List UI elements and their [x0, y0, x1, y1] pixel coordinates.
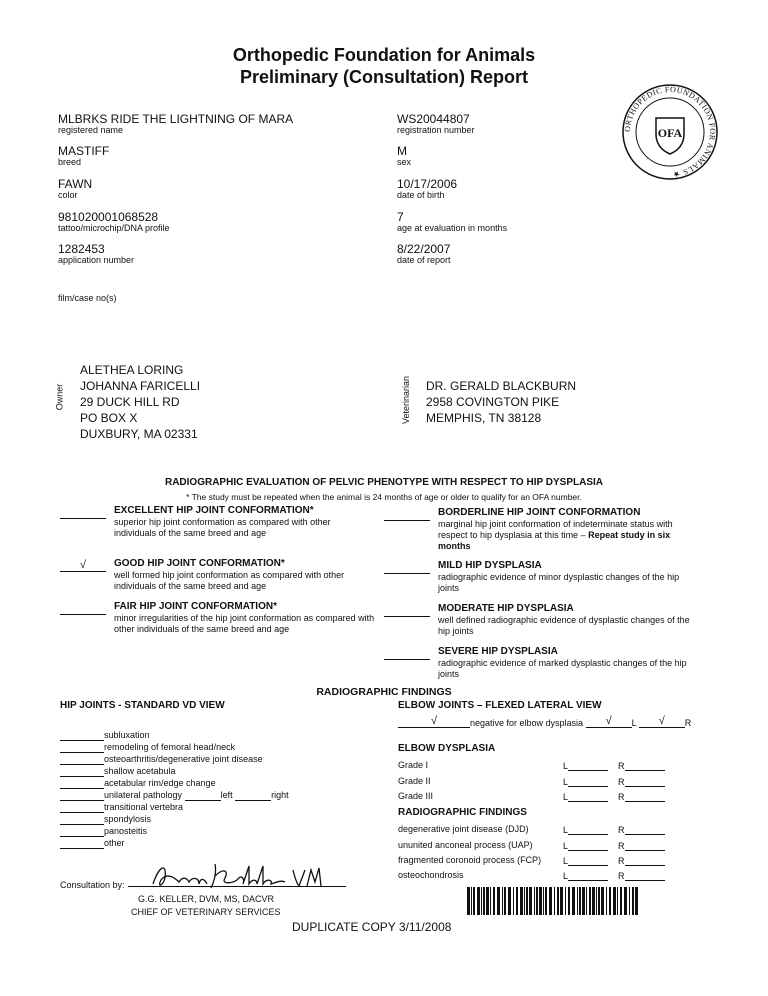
- barcode-bar: [481, 887, 482, 915]
- elbow-findings-heading: RADIOGRAPHIC FINDINGS: [398, 807, 527, 818]
- unilateral-right-label: right: [271, 790, 289, 800]
- barcode-bar: [620, 887, 622, 915]
- hip-finding-label: remodeling of femoral head/neck: [104, 742, 236, 752]
- elbow-finding-lr: [563, 854, 665, 866]
- good-title: GOOD HIP JOINT CONFORMATION*: [114, 558, 285, 569]
- barcode-bar: [529, 887, 532, 915]
- barcode-bar: [477, 887, 480, 915]
- barcode-bar: [524, 887, 525, 915]
- barcode-bar: [635, 887, 638, 915]
- elbow-finding-label: ununited anconeal process (UAP): [398, 840, 533, 850]
- barcode-bar: [557, 887, 559, 915]
- breed-value: MASTIFF: [58, 144, 110, 158]
- excellent-desc: superior hip joint conformation as compared with other individuals of the same breed and age: [114, 517, 331, 538]
- barcode-bar: [601, 887, 604, 915]
- barcode-bar: [508, 887, 511, 915]
- owner-label: Owner: [54, 383, 65, 411]
- hip-finding: [60, 813, 289, 825]
- owner-line: DUXBURY, MA 02331: [80, 427, 198, 441]
- grade-lr: [563, 775, 665, 787]
- owner-line: PO BOX X: [80, 411, 138, 425]
- hip-finding: [60, 741, 289, 753]
- mild-desc: radiographic evidence of minor dysplastic changes of the hip joints: [438, 572, 680, 593]
- borderline-desc-text: marginal hip joint conformation of indeterminate status with respect to hip dysplasia at this time –: [438, 519, 673, 540]
- evaluation-heading: RADIOGRAPHIC EVALUATION OF PELVIC PHENOTYPE WITH RESPECT TO HIP DYSPLASIA: [164, 477, 603, 488]
- hip-finding-unilateral: [60, 789, 289, 801]
- moderate-desc: well defined radiographic evidence of dysplastic changes of the hip joints: [438, 615, 690, 636]
- grade-lr: [563, 790, 665, 802]
- barcode-bar: [560, 887, 563, 915]
- barcode-bar: [617, 887, 618, 915]
- hip-finding: [60, 777, 289, 789]
- severe-title: SEVERE HIP DYSPLASIA: [438, 646, 558, 657]
- barcode-bar: [577, 887, 578, 915]
- registered-name-value: MLBRKS RIDE THE LIGHTNING OF MARA: [58, 112, 294, 126]
- vet-line: 2958 COVINGTON PIKE: [426, 395, 560, 409]
- tattoo-value: 981020001068528: [58, 210, 159, 224]
- borderline-desc-bold: Repeat study in six months: [438, 530, 671, 551]
- hip-finding-label: unilateral pathology: [104, 790, 183, 800]
- report-date-value: 8/22/2007: [397, 242, 451, 256]
- elbow-finding-label: osteochondrosis: [398, 870, 464, 880]
- vet-line: MEMPHIS, TN 38128: [426, 411, 542, 425]
- registration-value: WS20044807: [397, 112, 470, 126]
- barcode-bar: [606, 887, 607, 915]
- elbow-finding-label: fragmented coronoid process (FCP): [398, 855, 542, 865]
- hip-finding-label: panosteitis: [104, 826, 148, 836]
- moderate-mark: [384, 605, 430, 617]
- severe-desc: radiographic evidence of marked dysplastic changes of the hip joints: [438, 658, 687, 679]
- barcode-bar: [592, 887, 595, 915]
- barcode-bar: [467, 887, 470, 915]
- elbow-negative-label: negative for elbow dysplasia: [470, 718, 584, 728]
- vet-line: DR. GERALD BLACKBURN: [426, 379, 577, 393]
- svg-text:OFA: OFA: [657, 126, 683, 140]
- barcode-bar: [493, 887, 495, 915]
- veterinarian-label: Veterinarian: [401, 375, 412, 425]
- owner-line: ALETHEA LORING: [80, 363, 184, 377]
- elbow-negative-mark: √: [398, 716, 470, 728]
- hip-heading: HIP JOINTS - STANDARD VD VIEW: [60, 700, 225, 711]
- dob-value: 10/17/2006: [397, 177, 458, 191]
- barcode-bar: [534, 887, 535, 915]
- barcode-bar: [596, 887, 597, 915]
- hip-finding-label: other: [104, 838, 125, 848]
- borderline-mark: [384, 509, 430, 521]
- duplicate-copy-stamp: DUPLICATE COPY 3/11/2008: [292, 920, 452, 934]
- tattoo-label: tattoo/microchip/DNA profile: [58, 223, 170, 233]
- hip-finding-label: subluxation: [104, 730, 150, 740]
- barcode-bar: [513, 887, 514, 915]
- grade-lr: [563, 759, 665, 771]
- borderline-desc: [438, 519, 688, 552]
- color-label: color: [58, 190, 78, 200]
- elbow-finding-lr: [563, 823, 665, 835]
- barcode-bar: [473, 887, 475, 915]
- severe-mark: [384, 648, 430, 660]
- barcode-bar: [586, 887, 587, 915]
- elbow-right-mark: √: [639, 716, 685, 728]
- grade-label: Grade I: [398, 760, 429, 770]
- excellent-mark: [60, 507, 106, 519]
- barcode-bar: [520, 887, 523, 915]
- barcode-bar: [582, 887, 585, 915]
- l-label: L: [563, 856, 569, 866]
- report-date-label: date of report: [397, 255, 451, 265]
- breed-label: breed: [58, 157, 82, 167]
- sex-value: M: [397, 144, 407, 158]
- barcode-bar: [486, 887, 489, 915]
- l-label: L: [563, 761, 569, 771]
- barcode-bar: [543, 887, 544, 915]
- barcode-bar: [565, 887, 566, 915]
- elbow-finding-lr: [563, 839, 665, 851]
- hip-finding: [60, 765, 289, 777]
- barcode-bar: [539, 887, 542, 915]
- application-label: application number: [58, 255, 135, 265]
- hip-finding-label: spondylosis: [104, 814, 152, 824]
- fair-title: FAIR HIP JOINT CONFORMATION*: [114, 601, 277, 612]
- l-label: L: [563, 841, 569, 851]
- hip-findings-list: [60, 729, 289, 849]
- hip-finding: [60, 837, 289, 849]
- barcode-bar: [609, 887, 611, 915]
- film-case-label: film/case no(s): [58, 293, 117, 303]
- fair-mark: [60, 603, 106, 615]
- fair-desc: minor irregularities of the hip joint conformation as compared with other individuals of the same breed and age: [114, 613, 375, 634]
- barcode-bar: [624, 887, 627, 915]
- elbow-left-label: L: [631, 718, 637, 728]
- elbow-finding-lr: [563, 869, 665, 881]
- barcode-bar: [629, 887, 630, 915]
- hip-finding: [60, 801, 289, 813]
- r-label: R: [618, 871, 625, 881]
- barcode-bar: [572, 887, 575, 915]
- l-label: L: [563, 792, 569, 802]
- good-desc: well formed hip joint conformation as compared with other individuals of the same breed and age: [114, 570, 345, 591]
- excellent-title: EXCELLENT HIP JOINT CONFORMATION*: [114, 505, 314, 516]
- report-subtitle: Preliminary (Consultation) Report: [239, 67, 529, 87]
- r-label: R: [618, 792, 625, 802]
- handwritten-signature: [145, 856, 325, 894]
- owner-line: 29 DUCK HILL RD: [80, 395, 180, 409]
- vet-address: [426, 378, 576, 426]
- ofa-seal-logo: [620, 82, 720, 182]
- barcode-bar: [568, 887, 570, 915]
- barcode-bar: [598, 887, 600, 915]
- registered-name-label: registered name: [58, 125, 124, 135]
- l-label: L: [563, 825, 569, 835]
- r-label: R: [618, 841, 625, 851]
- r-label: R: [618, 856, 625, 866]
- barcode-bar: [549, 887, 552, 915]
- consultation-label: Consultation by:: [60, 880, 125, 890]
- findings-heading: RADIOGRAPHIC FINDINGS: [316, 686, 452, 698]
- hip-finding-label: shallow acetabula: [104, 766, 176, 776]
- borderline-title: BORDERLINE HIP JOINT CONFORMATION: [438, 507, 641, 518]
- hip-finding: [60, 729, 289, 741]
- mild-title: MILD HIP DYSPLASIA: [438, 560, 542, 571]
- hip-finding: [60, 753, 289, 765]
- barcode-bar: [504, 887, 506, 915]
- elbow-right-label: R: [684, 718, 692, 728]
- elbow-dysplasia-heading: ELBOW DYSPLASIA: [398, 743, 496, 754]
- barcode-bar: [502, 887, 503, 915]
- report-title: Orthopedic Foundation for Animals: [232, 45, 536, 65]
- age-label: age at evaluation in months: [397, 223, 508, 233]
- elbow-finding-label: degenerative joint disease (DJD): [398, 824, 529, 834]
- owner-line: JOHANNA FARICELLI: [80, 379, 201, 393]
- barcode-bar: [632, 887, 634, 915]
- grade-label: Grade II: [398, 776, 431, 786]
- barcode-bar: [497, 887, 500, 915]
- r-label: R: [618, 761, 625, 771]
- unilateral-left-label: left: [220, 790, 233, 800]
- moderate-title: MODERATE HIP DYSPLASIA: [438, 603, 574, 614]
- barcode-bar: [554, 887, 555, 915]
- elbow-negative-row: [398, 716, 691, 728]
- barcode-bar: [526, 887, 528, 915]
- barcode-bar: [471, 887, 472, 915]
- r-label: R: [618, 825, 625, 835]
- r-label: R: [618, 777, 625, 787]
- hip-finding-label: acetabular rim/edge change: [104, 778, 216, 788]
- elbow-left-mark: √: [586, 716, 632, 728]
- l-label: L: [563, 871, 569, 881]
- elbow-heading: ELBOW JOINTS – FLEXED LATERAL VIEW: [398, 700, 602, 711]
- registration-label: registration number: [397, 125, 475, 135]
- good-mark: √: [60, 560, 106, 572]
- evaluation-note: * The study must be repeated when the animal is 24 months of age or older to qualify for an OFA number.: [186, 492, 582, 502]
- svg-text:ORTHOPEDIC FOUNDATION FOR ANIM: ORTHOPEDIC FOUNDATION FOR ANIMALS ★: [622, 84, 718, 180]
- mild-mark: [384, 562, 430, 574]
- sex-label: sex: [397, 157, 412, 167]
- barcode-bar: [483, 887, 485, 915]
- barcode: [467, 887, 641, 915]
- hip-finding-label: transitional vertebra: [104, 802, 184, 812]
- barcode-bar: [589, 887, 591, 915]
- barcode-bar: [516, 887, 518, 915]
- barcode-bar: [613, 887, 616, 915]
- barcode-bar: [545, 887, 547, 915]
- consultant-name: G.G. KELLER, DVM, MS, DACVR: [138, 894, 275, 904]
- barcode-bar: [536, 887, 538, 915]
- dob-label: date of birth: [397, 190, 445, 200]
- application-value: 1282453: [58, 242, 105, 256]
- hip-finding-label: osteoarthritis/degenerative joint disease: [104, 754, 263, 764]
- hip-finding: [60, 825, 289, 837]
- age-value: 7: [397, 210, 404, 224]
- barcode-bar: [579, 887, 581, 915]
- consultant-title: CHIEF OF VETERINARY SERVICES: [131, 907, 281, 917]
- barcode-bar: [490, 887, 491, 915]
- grade-label: Grade III: [398, 791, 434, 801]
- l-label: L: [563, 777, 569, 787]
- owner-address: [80, 362, 200, 442]
- color-value: FAWN: [58, 177, 93, 191]
